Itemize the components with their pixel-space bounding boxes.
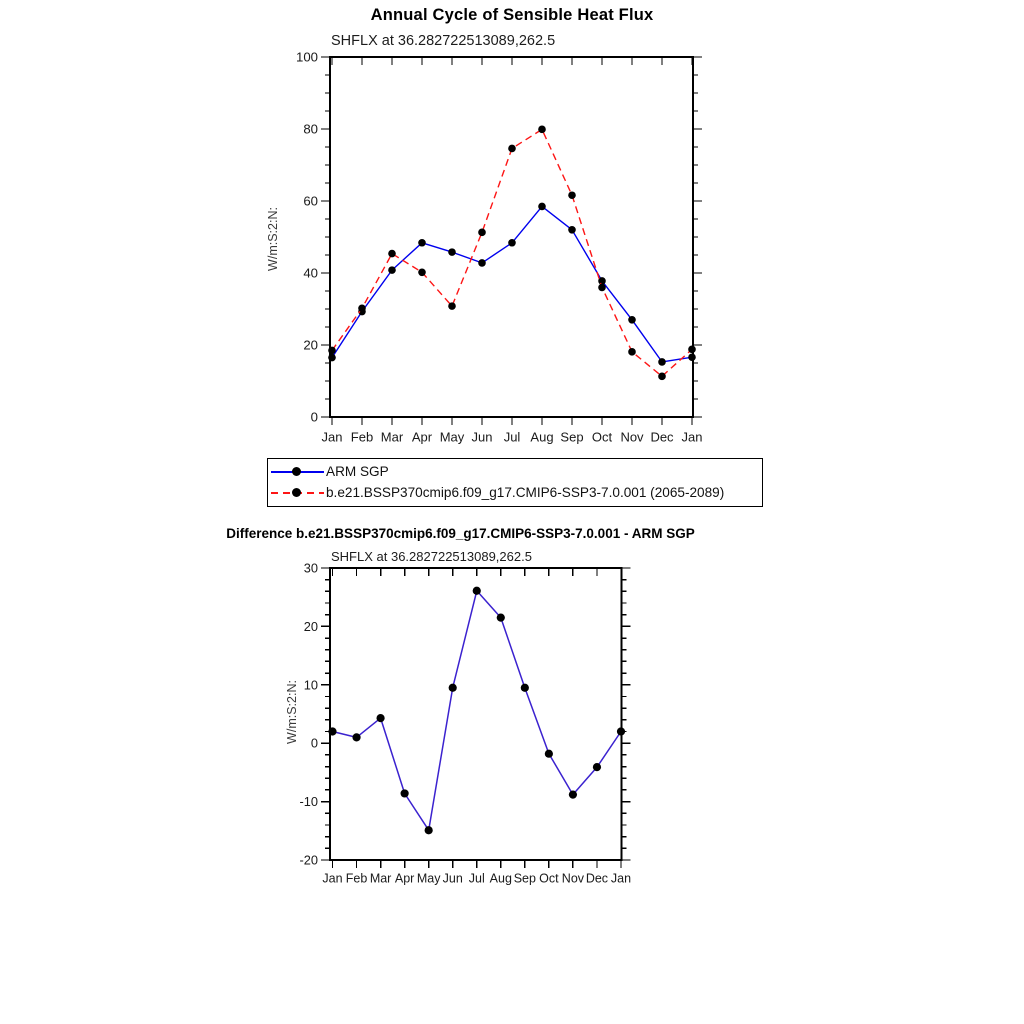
top-chart-y-tick-label: 40 xyxy=(303,265,318,281)
difference-chart-y-axis-label: W/m:S:2:N: xyxy=(285,680,299,744)
difference-chart-plot xyxy=(300,560,632,885)
difference-chart-x-tick-label: Jan xyxy=(322,871,343,886)
top-chart-x-tick-label: Oct xyxy=(591,429,613,445)
difference-chart-title: Difference b.e21.BSSP370cmip6.f09_g17.CMIP6-SSP3-7.0.001 - ARM SGP xyxy=(226,526,695,541)
top-chart-x-tick-label: May xyxy=(439,429,465,445)
b-e21-bssp370cmip6-f09-g17-cmip6-ssp3-7--markers xyxy=(328,126,696,381)
difference-chart-x-tick-label: Aug xyxy=(489,871,512,886)
top-chart-x-tick-label: Jan xyxy=(681,429,703,445)
top-chart-x-tick-label: Feb xyxy=(350,429,374,445)
difference-markers xyxy=(328,587,625,835)
top-chart-x-tick-label: Jan xyxy=(321,429,343,445)
top-chart-x-tick-label: Mar xyxy=(380,429,404,445)
difference-chart-y-tick-label: 0 xyxy=(310,735,318,751)
legend-box xyxy=(267,458,763,507)
legend-label-arm-sgp: ARM SGP xyxy=(326,464,389,479)
difference-chart-x-tick-label: May xyxy=(416,871,441,886)
difference-chart-x-tick-label: Dec xyxy=(585,871,609,886)
legend-item-model-run xyxy=(268,483,762,503)
difference-chart-x-tick-label: Apr xyxy=(394,871,415,886)
top-chart-title: Annual Cycle of Sensible Heat Flux xyxy=(370,6,654,24)
top-chart-x-tick-label: Jul xyxy=(503,429,521,445)
difference-chart-y-tick-label: 10 xyxy=(303,677,318,693)
top-chart-x-tick-label: Dec xyxy=(650,429,674,445)
top-chart-x-tick-label: Jun xyxy=(471,429,493,445)
top-chart-y-axis-label: W/m:S:2:N: xyxy=(266,207,280,271)
difference-chart-subtitle: SHFLX at 36.282722513089,262.5 xyxy=(331,549,532,564)
difference-chart-x-tick-label: Mar xyxy=(369,871,392,886)
top-chart-x-tick-label: Aug xyxy=(530,429,554,445)
difference-chart-y-tick-label: -10 xyxy=(299,794,318,810)
arm-sgp-line xyxy=(332,206,692,362)
top-chart-subtitle: SHFLX at 36.282722513089,262.5 xyxy=(331,33,556,49)
top-chart-x-tick-label: Nov xyxy=(620,429,644,445)
difference-chart-y-tick-label: -20 xyxy=(299,852,318,868)
b-e21-bssp370cmip6-f09-g17-cmip6-ssp3-7--line xyxy=(332,129,692,376)
arm-sgp-marker-swatch xyxy=(292,467,301,476)
top-chart-y-tick-label: 0 xyxy=(310,409,318,425)
arm-sgp-markers xyxy=(328,203,696,366)
model-run-marker-swatch xyxy=(292,488,301,497)
difference-chart-x-tick-label: Feb xyxy=(345,871,368,886)
difference-chart-x-tick-label: Jan xyxy=(610,871,632,886)
difference-chart-x-tick-label: Oct xyxy=(539,871,559,886)
legend-item-arm-sgp xyxy=(268,462,762,482)
top-chart-x-tick-label: Apr xyxy=(411,429,433,445)
top-chart-y-tick-label: 100 xyxy=(295,49,318,65)
legend-label-model-run: b.e21.BSSP370cmip6.f09_g17.CMIP6-SSP3-7.0.001 (2065-2089) xyxy=(326,485,725,500)
difference-chart-axes xyxy=(321,568,631,868)
difference-line xyxy=(333,591,622,830)
top-chart-plot xyxy=(296,50,703,445)
difference-chart-x-tick-label: Sep xyxy=(513,871,536,886)
difference-chart-x-tick-label: Jul xyxy=(468,871,485,886)
top-chart-y-tick-label: 60 xyxy=(303,193,318,209)
difference-chart-y-tick-label: 30 xyxy=(303,560,318,576)
difference-chart-y-tick-label: 20 xyxy=(303,618,318,634)
top-chart-y-tick-label: 20 xyxy=(303,337,318,353)
difference-chart-x-tick-label: Nov xyxy=(561,871,585,886)
top-chart-x-tick-label: Sep xyxy=(560,429,584,445)
top-chart-y-tick-label: 80 xyxy=(303,121,318,137)
difference-chart-x-tick-label: Jun xyxy=(442,871,463,886)
